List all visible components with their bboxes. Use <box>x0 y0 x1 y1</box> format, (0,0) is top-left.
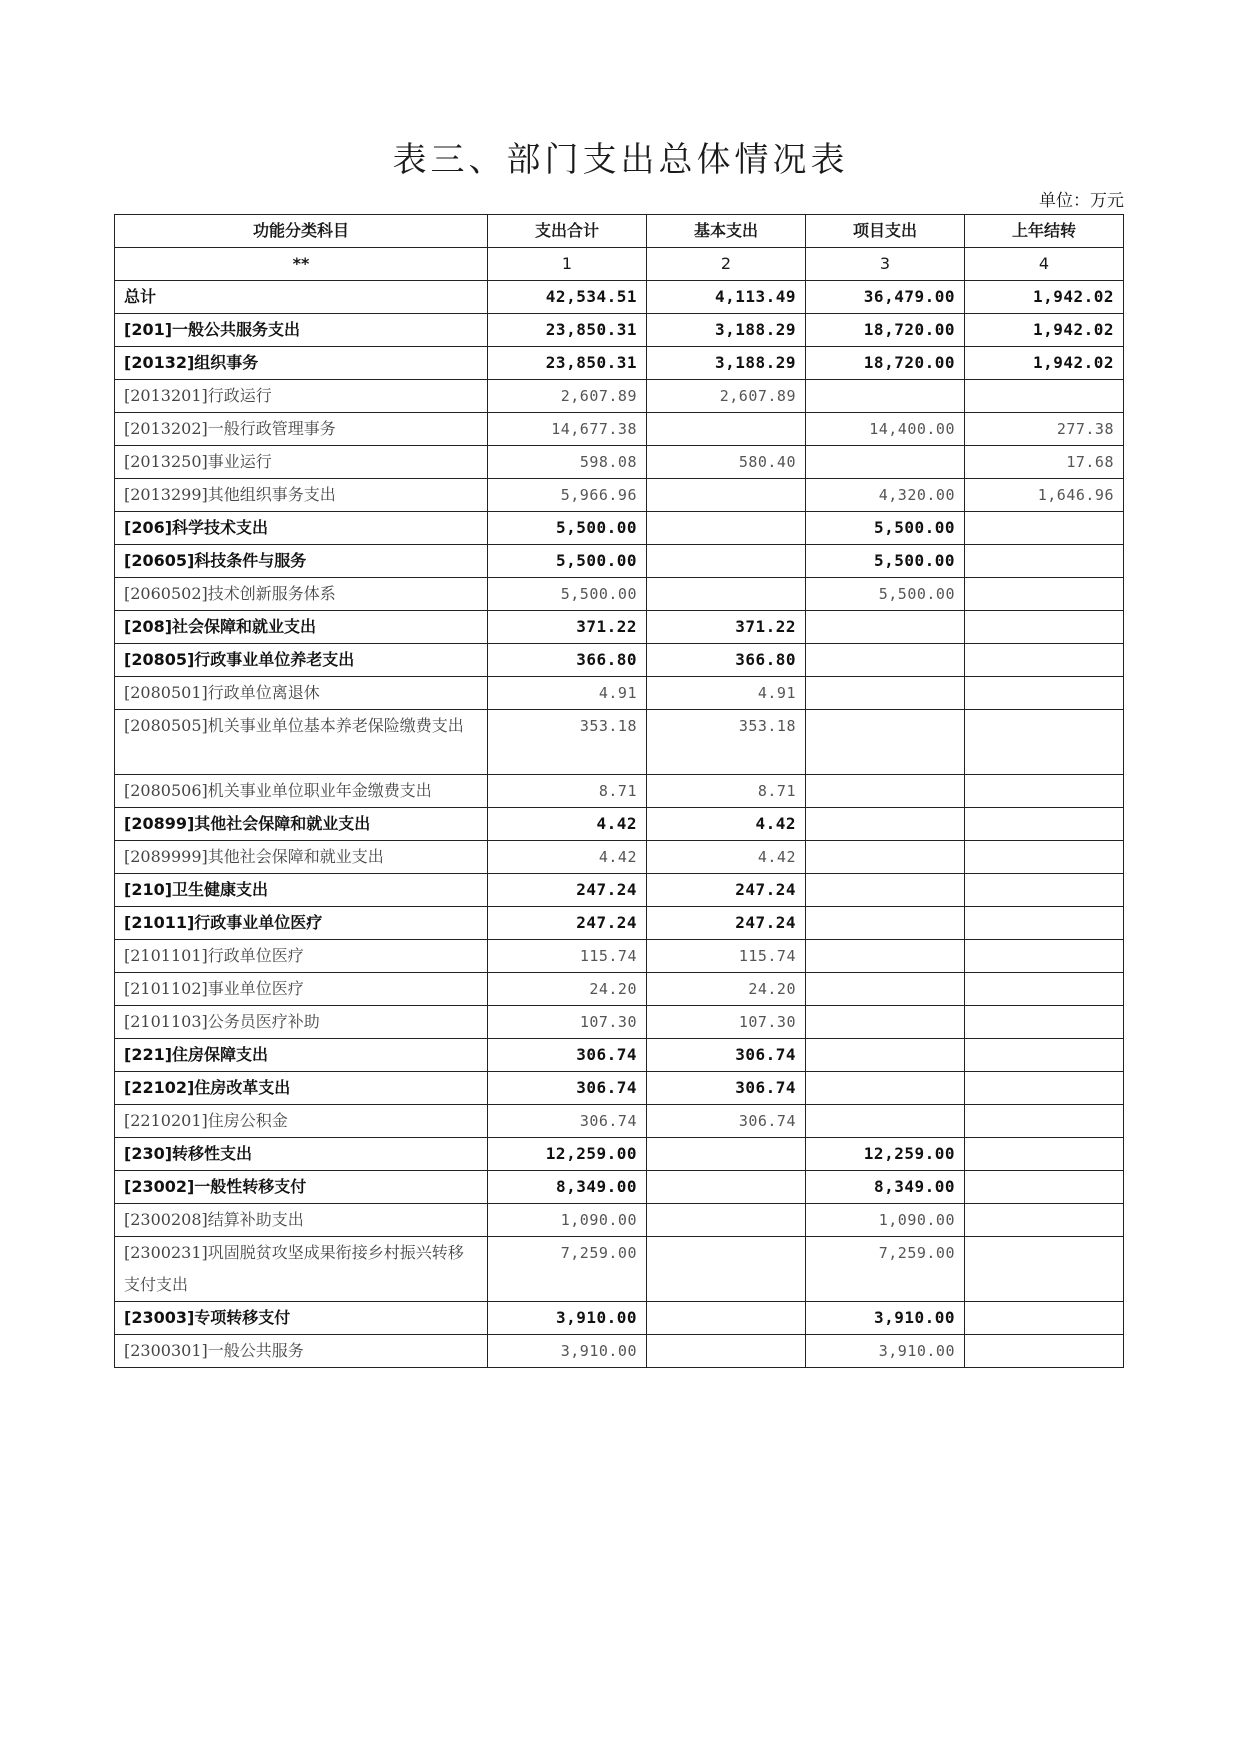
row-category-cell: [2013201]行政运行 <box>115 380 488 413</box>
row-project-cell <box>806 611 965 644</box>
row-total-cell: 353.18 <box>488 710 647 775</box>
row-category-cell: [22102]住房改革支出 <box>115 1072 488 1105</box>
row-category-cell: [2300231]巩固脱贫攻坚成果衔接乡村振兴转移支付支出 <box>115 1237 488 1302</box>
row-project-cell: 7,259.00 <box>806 1237 965 1302</box>
row-basic-cell: 24.20 <box>647 973 806 1006</box>
index-cell: ** <box>115 248 488 281</box>
row-project-cell: 1,090.00 <box>806 1204 965 1237</box>
row-basic-cell <box>647 1302 806 1335</box>
row-basic-cell: 306.74 <box>647 1039 806 1072</box>
row-total-cell: 8,349.00 <box>488 1171 647 1204</box>
index-cell: 2 <box>647 248 806 281</box>
table-row <box>115 1105 1124 1138</box>
row-basic-cell: 366.80 <box>647 644 806 677</box>
table-row <box>115 775 1124 808</box>
row-project-cell <box>806 446 965 479</box>
row-basic-cell <box>647 1335 806 1368</box>
row-category-cell: [2060502]技术创新服务体系 <box>115 578 488 611</box>
header-carryover: 上年结转 <box>965 215 1124 248</box>
row-basic-cell: 4,113.49 <box>647 281 806 314</box>
table-row <box>115 973 1124 1006</box>
row-category-cell: [2210201]住房公积金 <box>115 1105 488 1138</box>
row-carryover-cell: 1,942.02 <box>965 314 1124 347</box>
row-category-cell: [2101103]公务员医疗补助 <box>115 1006 488 1039</box>
row-total-cell: 3,910.00 <box>488 1302 647 1335</box>
row-project-cell <box>806 841 965 874</box>
table-row <box>115 1072 1124 1105</box>
row-basic-cell: 247.24 <box>647 907 806 940</box>
row-carryover-cell: 1,646.96 <box>965 479 1124 512</box>
row-category-cell: [230]转移性支出 <box>115 1138 488 1171</box>
row-total-cell: 247.24 <box>488 874 647 907</box>
row-category-cell: [201]一般公共服务支出 <box>115 314 488 347</box>
row-carryover-cell <box>965 1006 1124 1039</box>
header-category: 功能分类科目 <box>115 215 488 248</box>
row-project-cell: 3,910.00 <box>806 1335 965 1368</box>
table-row <box>115 578 1124 611</box>
row-project-cell: 3,910.00 <box>806 1302 965 1335</box>
row-carryover-cell: 17.68 <box>965 446 1124 479</box>
row-project-cell: 36,479.00 <box>806 281 965 314</box>
row-total-cell: 598.08 <box>488 446 647 479</box>
table-row <box>115 281 1124 314</box>
row-carryover-cell <box>965 775 1124 808</box>
row-total-cell: 4.42 <box>488 808 647 841</box>
row-carryover-cell <box>965 1335 1124 1368</box>
row-carryover-cell <box>965 1171 1124 1204</box>
row-category-cell: [2013299]其他组织事务支出 <box>115 479 488 512</box>
row-category-cell: [208]社会保障和就业支出 <box>115 611 488 644</box>
unit-note: 单位：万元 <box>1039 191 1124 211</box>
table-row <box>115 841 1124 874</box>
row-carryover-cell <box>965 907 1124 940</box>
table-row <box>115 446 1124 479</box>
row-project-cell <box>806 907 965 940</box>
row-category-cell: [2101102]事业单位医疗 <box>115 973 488 1006</box>
row-basic-cell: 306.74 <box>647 1072 806 1105</box>
row-category-cell: [20805]行政事业单位养老支出 <box>115 644 488 677</box>
row-total-cell: 306.74 <box>488 1072 647 1105</box>
row-carryover-cell <box>965 808 1124 841</box>
row-category-cell: [2300301]一般公共服务 <box>115 1335 488 1368</box>
table-row <box>115 940 1124 973</box>
table-row <box>115 347 1124 380</box>
row-project-cell <box>806 940 965 973</box>
index-row <box>115 248 1124 281</box>
row-basic-cell: 3,188.29 <box>647 314 806 347</box>
row-basic-cell <box>647 1171 806 1204</box>
table-row <box>115 1335 1124 1368</box>
row-project-cell <box>806 1039 965 1072</box>
row-project-cell <box>806 874 965 907</box>
row-carryover-cell <box>965 1237 1124 1302</box>
row-project-cell: 4,320.00 <box>806 479 965 512</box>
row-total-cell: 1,090.00 <box>488 1204 647 1237</box>
row-carryover-cell <box>965 512 1124 545</box>
row-category-cell: [221]住房保障支出 <box>115 1039 488 1072</box>
row-category-cell: [2300208]结算补助支出 <box>115 1204 488 1237</box>
row-basic-cell: 371.22 <box>647 611 806 644</box>
header-basic: 基本支出 <box>647 215 806 248</box>
row-carryover-cell <box>965 644 1124 677</box>
table-row <box>115 710 1124 775</box>
table-row <box>115 1138 1124 1171</box>
row-basic-cell <box>647 413 806 446</box>
header-total: 支出合计 <box>488 215 647 248</box>
row-category-cell: 总计 <box>115 281 488 314</box>
row-carryover-cell <box>965 1138 1124 1171</box>
row-basic-cell: 4.91 <box>647 677 806 710</box>
row-project-cell: 5,500.00 <box>806 545 965 578</box>
row-basic-cell: 107.30 <box>647 1006 806 1039</box>
row-total-cell: 247.24 <box>488 907 647 940</box>
table-row <box>115 1237 1124 1302</box>
row-category-cell: [2101101]行政单位医疗 <box>115 940 488 973</box>
row-basic-cell <box>647 1237 806 1302</box>
row-category-cell: [210]卫生健康支出 <box>115 874 488 907</box>
table-row <box>115 314 1124 347</box>
table-row <box>115 1171 1124 1204</box>
row-basic-cell <box>647 545 806 578</box>
row-project-cell: 8,349.00 <box>806 1171 965 1204</box>
row-project-cell <box>806 1006 965 1039</box>
row-total-cell: 3,910.00 <box>488 1335 647 1368</box>
row-total-cell: 5,500.00 <box>488 545 647 578</box>
table-row <box>115 512 1124 545</box>
row-basic-cell <box>647 1204 806 1237</box>
row-carryover-cell <box>965 940 1124 973</box>
row-carryover-cell <box>965 1204 1124 1237</box>
row-total-cell: 23,850.31 <box>488 347 647 380</box>
row-category-cell: [2089999]其他社会保障和就业支出 <box>115 841 488 874</box>
table-body <box>115 281 1124 1368</box>
row-carryover-cell: 1,942.02 <box>965 347 1124 380</box>
row-basic-cell <box>647 578 806 611</box>
row-project-cell: 18,720.00 <box>806 347 965 380</box>
row-category-cell: [2080505]机关事业单位基本养老保险缴费支出 <box>115 710 488 775</box>
row-project-cell <box>806 380 965 413</box>
row-total-cell: 7,259.00 <box>488 1237 647 1302</box>
index-cell: 1 <box>488 248 647 281</box>
row-category-cell: [2013202]一般行政管理事务 <box>115 413 488 446</box>
table-row <box>115 1302 1124 1335</box>
row-total-cell: 14,677.38 <box>488 413 647 446</box>
row-basic-cell <box>647 1138 806 1171</box>
row-carryover-cell <box>965 380 1124 413</box>
row-basic-cell: 2,607.89 <box>647 380 806 413</box>
row-basic-cell: 306.74 <box>647 1105 806 1138</box>
row-project-cell <box>806 775 965 808</box>
row-basic-cell <box>647 512 806 545</box>
row-total-cell: 371.22 <box>488 611 647 644</box>
row-basic-cell: 4.42 <box>647 841 806 874</box>
row-total-cell: 5,500.00 <box>488 512 647 545</box>
row-project-cell <box>806 1072 965 1105</box>
row-carryover-cell <box>965 973 1124 1006</box>
row-project-cell: 5,500.00 <box>806 578 965 611</box>
row-total-cell: 4.42 <box>488 841 647 874</box>
row-category-cell: [2080506]机关事业单位职业年金缴费支出 <box>115 775 488 808</box>
table-row <box>115 808 1124 841</box>
row-total-cell: 42,534.51 <box>488 281 647 314</box>
table-row <box>115 413 1124 446</box>
table-row <box>115 380 1124 413</box>
expenditure-table <box>114 214 1124 1368</box>
row-project-cell: 5,500.00 <box>806 512 965 545</box>
table-row <box>115 907 1124 940</box>
row-basic-cell: 4.42 <box>647 808 806 841</box>
index-cell: 4 <box>965 248 1124 281</box>
row-basic-cell: 3,188.29 <box>647 347 806 380</box>
row-total-cell: 5,966.96 <box>488 479 647 512</box>
row-project-cell: 14,400.00 <box>806 413 965 446</box>
row-category-cell: [21011]行政事业单位医疗 <box>115 907 488 940</box>
header-row <box>115 215 1124 248</box>
index-cell: 3 <box>806 248 965 281</box>
row-carryover-cell <box>965 578 1124 611</box>
table-row <box>115 545 1124 578</box>
row-basic-cell: 8.71 <box>647 775 806 808</box>
row-carryover-cell <box>965 874 1124 907</box>
row-total-cell: 12,259.00 <box>488 1138 647 1171</box>
row-total-cell: 366.80 <box>488 644 647 677</box>
row-category-cell: [206]科学技术支出 <box>115 512 488 545</box>
row-carryover-cell <box>965 1105 1124 1138</box>
row-project-cell <box>806 677 965 710</box>
row-total-cell: 115.74 <box>488 940 647 973</box>
row-carryover-cell <box>965 611 1124 644</box>
row-basic-cell: 580.40 <box>647 446 806 479</box>
table-row <box>115 874 1124 907</box>
row-total-cell: 107.30 <box>488 1006 647 1039</box>
table-row <box>115 1039 1124 1072</box>
row-total-cell: 5,500.00 <box>488 578 647 611</box>
row-total-cell: 306.74 <box>488 1039 647 1072</box>
row-basic-cell <box>647 479 806 512</box>
row-total-cell: 306.74 <box>488 1105 647 1138</box>
row-category-cell: [2080501]行政单位离退休 <box>115 677 488 710</box>
row-category-cell: [2013250]事业运行 <box>115 446 488 479</box>
row-carryover-cell <box>965 1302 1124 1335</box>
header-project: 项目支出 <box>806 215 965 248</box>
row-basic-cell: 353.18 <box>647 710 806 775</box>
row-carryover-cell: 1,942.02 <box>965 281 1124 314</box>
table-row <box>115 611 1124 644</box>
row-category-cell: [20899]其他社会保障和就业支出 <box>115 808 488 841</box>
row-category-cell: [20132]组织事务 <box>115 347 488 380</box>
row-category-cell: [20605]科技条件与服务 <box>115 545 488 578</box>
row-project-cell <box>806 710 965 775</box>
row-project-cell: 18,720.00 <box>806 314 965 347</box>
row-project-cell: 12,259.00 <box>806 1138 965 1171</box>
row-total-cell: 23,850.31 <box>488 314 647 347</box>
row-basic-cell: 247.24 <box>647 874 806 907</box>
row-carryover-cell <box>965 545 1124 578</box>
row-carryover-cell <box>965 1072 1124 1105</box>
row-carryover-cell <box>965 841 1124 874</box>
row-category-cell: [23002]一般性转移支付 <box>115 1171 488 1204</box>
row-carryover-cell: 277.38 <box>965 413 1124 446</box>
row-project-cell <box>806 973 965 1006</box>
row-total-cell: 24.20 <box>488 973 647 1006</box>
table-row <box>115 1204 1124 1237</box>
table-row <box>115 644 1124 677</box>
table-row <box>115 479 1124 512</box>
row-total-cell: 4.91 <box>488 677 647 710</box>
row-project-cell <box>806 1105 965 1138</box>
row-carryover-cell <box>965 1039 1124 1072</box>
page-title: 表三、部门支出总体情况表 <box>392 140 849 180</box>
row-total-cell: 2,607.89 <box>488 380 647 413</box>
row-carryover-cell <box>965 677 1124 710</box>
table-row <box>115 1006 1124 1039</box>
row-project-cell <box>806 808 965 841</box>
row-total-cell: 8.71 <box>488 775 647 808</box>
row-carryover-cell <box>965 710 1124 775</box>
row-category-cell: [23003]专项转移支付 <box>115 1302 488 1335</box>
row-project-cell <box>806 644 965 677</box>
table-row <box>115 677 1124 710</box>
row-basic-cell: 115.74 <box>647 940 806 973</box>
